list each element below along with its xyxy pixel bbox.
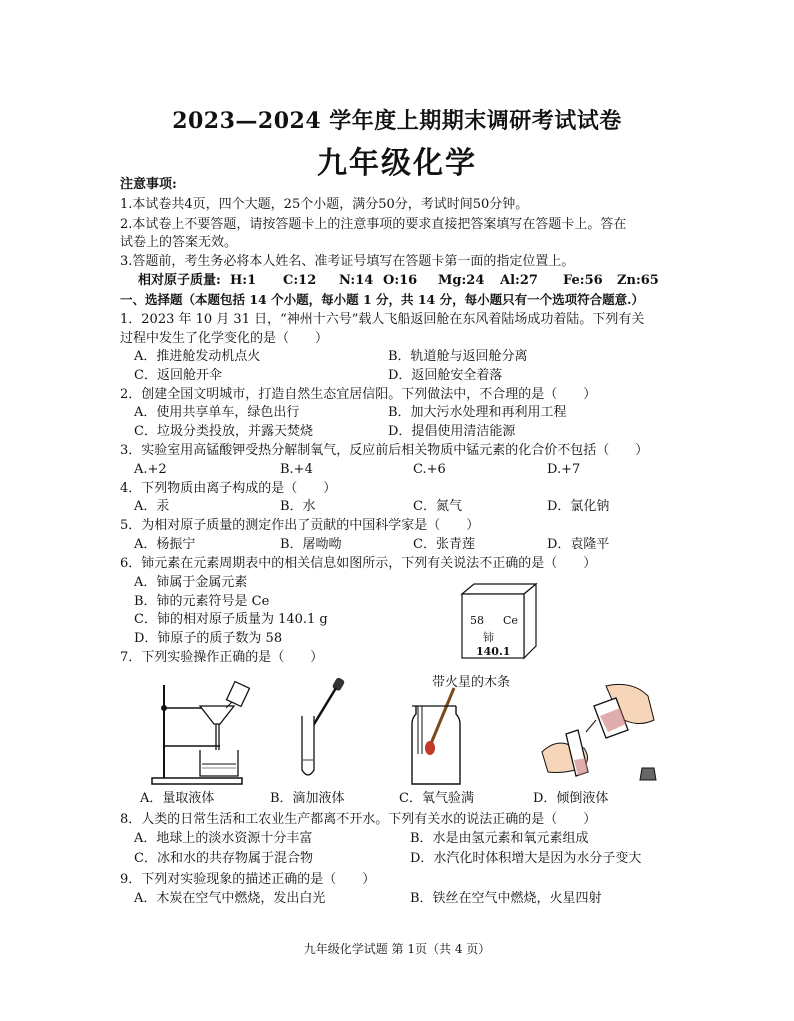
q4-option-c: C．氮气: [413, 499, 462, 514]
atomic-mass-fe: Fe:56: [563, 273, 603, 288]
q4-option-b: B．水: [280, 499, 316, 514]
q6-stem: 6．铈元素在元素周期表中的相关信息如图所示，下列有关说法不正确的是（ ）: [120, 556, 597, 571]
q3-option-d: D.+7: [547, 462, 581, 477]
q3-stem: 3．实验室用高锰酸钾受热分解制氧气，反应前后相关物质中锰元素的化合价不包括（ ）: [120, 443, 649, 458]
q6-option-c: C．铈的相对原子质量为 140.1 g: [134, 612, 328, 627]
q3-option-c: C.+6: [413, 462, 446, 477]
atomic-mass-zn: Zn:65: [617, 273, 659, 288]
q2-option-c: C．垃圾分类投放，并露天焚烧: [134, 424, 313, 439]
q8-option-a: A．地球上的淡水资源十分丰富: [134, 831, 313, 846]
cerium-element-cell: [452, 582, 552, 672]
q9-option-a: A．木炭在空气中燃烧，发出白光: [134, 891, 326, 906]
atomic-mass-al: Al:27: [500, 273, 538, 288]
q4-option-d: D．氯化钠: [547, 499, 610, 514]
notice-item-3: 3.答题前，考生务必将本人姓名、准考证号填写在答题卡第一面的指定位置上。: [120, 254, 575, 269]
figure-d-pour-liquid: [536, 676, 676, 786]
exam-title: 2023—2024 学年度上期期末调研考试试卷: [172, 108, 622, 134]
atomic-mass-n: N:14: [339, 273, 374, 288]
page-footer: 九年级化学试题 第 1页（共 4 页）: [303, 942, 491, 956]
q5-option-a: A．杨振宁: [134, 537, 196, 552]
atomic-mass-mg: Mg:24: [438, 273, 485, 288]
notice-item-2-cont: 试卷上的答案无效。: [120, 235, 238, 250]
notice-item-1: 1.本试卷共4页，四个大题，25个小题，满分50分，考试时间50分钟。: [120, 197, 529, 212]
q8-option-d: D．水汽化时体积增大是因为水分子变大: [410, 851, 642, 866]
cell-element-symbol: Ce: [503, 614, 518, 627]
q2-option-b: B．加大污水处理和再利用工程: [388, 405, 567, 420]
q7-option-a: A．量取液体: [140, 791, 215, 806]
q3-option-a: A.+2: [134, 462, 167, 477]
q1-option-d: D．返回舱安全着落: [388, 368, 503, 383]
cell-atomic-number: 58: [470, 614, 484, 627]
q1-stem: 1．2023 年 10 月 31 日，“神州十六号”载人飞船返回舱在东风着陆场成功着陆。下列有关: [120, 312, 645, 327]
q4-option-a: A．汞: [134, 499, 170, 514]
q2-option-a: A．使用共享单车，绿色出行: [134, 405, 300, 420]
notice-item-2: 2.本试卷上不要答题，请按答题卡上的注意事项的要求直接把答案填写在答题卡上。答在: [120, 217, 627, 232]
section-1-heading: 一、选择题（本题包括 14 个小题，每小题 1 分，共 14 分，每小题只有一个选项符合题意.）: [120, 292, 644, 307]
q5-stem: 5．为相对原子质量的测定作出了贡献的中国科学家是（ ）: [120, 518, 480, 533]
q1-option-b: B．轨道舱与返回舱分离: [388, 349, 528, 364]
atomic-mass-c: C:12: [283, 273, 317, 288]
q2-stem: 2．创建全国文明城市，打造自然生态宜居信阳。下列做法中，不合理的是（ ）: [120, 387, 597, 402]
atomic-mass-o: O:16: [383, 273, 418, 288]
subject-title: 九年级化学: [317, 146, 477, 181]
q6-option-b: B．铈的元素符号是 Ce: [134, 594, 270, 609]
q9-option-b: B．铁丝在空气中燃烧，火星四射: [410, 891, 602, 906]
q3-option-b: B.+4: [280, 462, 313, 477]
q7-option-c: C．氧气验满: [399, 791, 474, 806]
atomic-mass-h: H:1: [230, 273, 257, 288]
q8-option-c: C．冰和水的共存物属于混合物: [134, 851, 313, 866]
q7-option-b: B．滴加液体: [270, 791, 345, 806]
q4-stem: 4．下列物质由离子构成的是（ ）: [120, 481, 337, 496]
notice-heading: 注意事项:: [120, 177, 177, 192]
q9-stem: 9．下列对实验现象的描述正确的是（ ）: [120, 872, 376, 887]
q7-stem: 7．下列实验操作正确的是（ ）: [120, 650, 324, 665]
q1-option-a: A．推进舱发动机点火: [134, 349, 261, 364]
figure-a-measure-liquid: [150, 680, 260, 790]
q5-option-d: D．袁隆平: [547, 537, 610, 552]
cell-element-name: 铈: [483, 631, 494, 644]
q6-option-d: D．铈原子的质子数为 58: [134, 631, 283, 646]
q8-option-b: B．水是由氢元素和氧元素组成: [410, 831, 589, 846]
atomic-mass-label: 相对原子质量:: [138, 273, 221, 288]
figure-c-oxygen-test: [400, 684, 480, 794]
q5-option-c: C．张青莲: [413, 537, 475, 552]
q5-option-b: B．屠呦呦: [280, 537, 342, 552]
q8-stem: 8．人类的日常生活和工农业生产都离不开水。下列有关水的说法正确的是（ ）: [120, 812, 597, 827]
q1-option-c: C．返回舱开伞: [134, 368, 222, 383]
q6-option-a: A．铈属于金属元素: [134, 575, 248, 590]
q2-option-d: D．提倡使用清洁能源: [388, 424, 516, 439]
cell-atomic-mass: 140.1: [476, 645, 511, 658]
glowing-splint-label: 带火星的木条: [432, 675, 511, 690]
q1-stem-cont: 过程中发生了化学变化的是（ ）: [120, 331, 329, 346]
q7-option-d: D．倾倒液体: [533, 791, 609, 806]
figure-b-drop-liquid: [292, 676, 352, 786]
